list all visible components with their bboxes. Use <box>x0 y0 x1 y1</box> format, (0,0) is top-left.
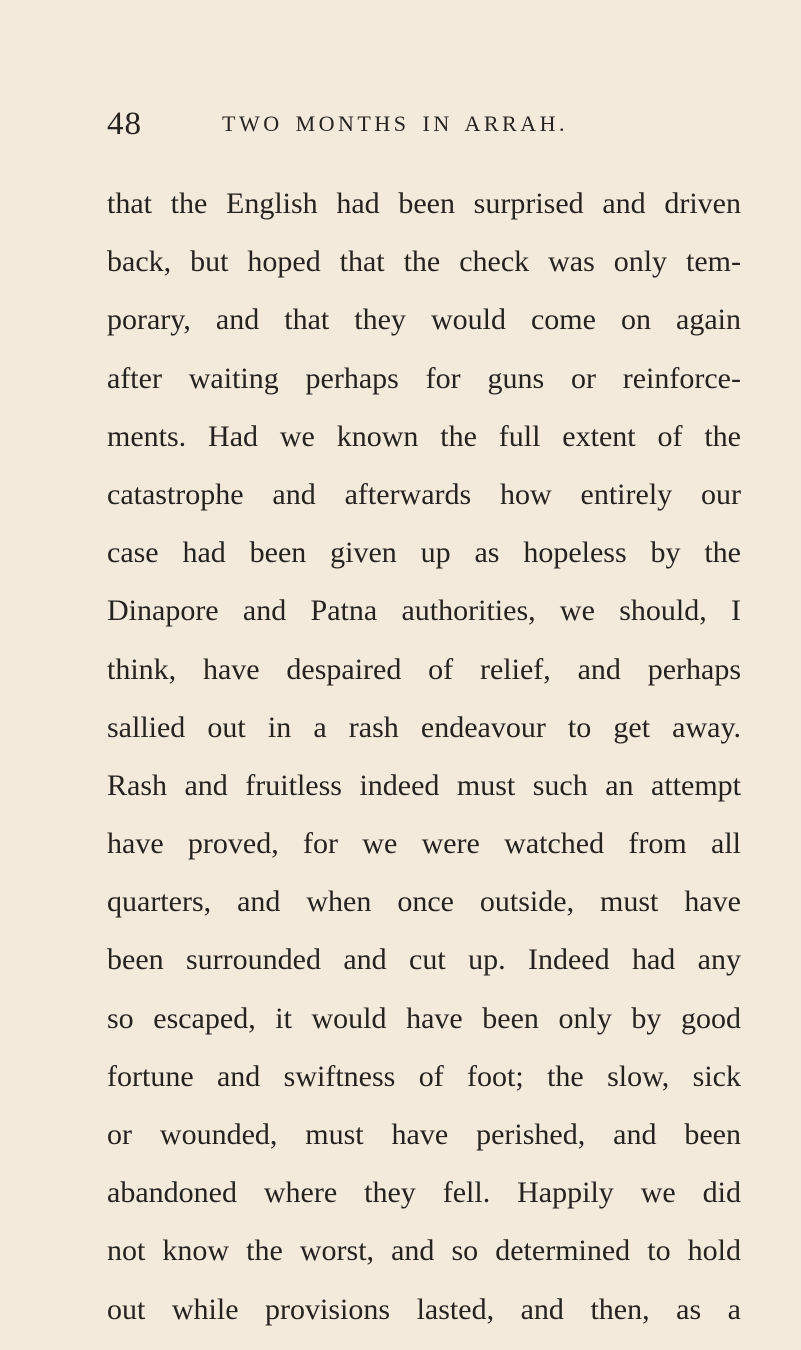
text-line: think, have despaired of relief, and perhaps <box>107 652 741 686</box>
page-header <box>107 104 747 144</box>
text-line: have proved, for we were watched from all <box>107 827 741 861</box>
text-line: case had been given up as hopeless by the <box>107 536 741 570</box>
text-line: Dinapore and Patna authorities, we should, I <box>107 594 741 628</box>
text-line: so escaped, it would have been only by good <box>107 1001 741 1035</box>
page-number: 48 <box>107 106 142 142</box>
text-line: ments. Had we known the full extent of the <box>107 419 741 453</box>
text-line: fortune and swiftness of foot; the slow, sick <box>107 1059 741 1093</box>
text-line: after waiting perhaps for guns or reinforce- <box>107 361 741 395</box>
text-line: not know the worst, and so determined to hold <box>107 1234 741 1268</box>
body-text <box>107 175 741 1339</box>
text-line: out while provisions lasted, and then, as a <box>107 1292 741 1326</box>
text-line: sallied out in a rash endeavour to get away. <box>107 710 741 744</box>
text-line: or wounded, must have perished, and been <box>107 1118 741 1151</box>
text-line: abandoned where they fell. Happily we did <box>107 1176 741 1210</box>
text-line: porary, and that they would come on again <box>107 303 741 337</box>
text-line: catastrophe and afterwards how entirely our <box>107 477 741 511</box>
text-line: quarters, and when once outside, must have <box>107 885 741 919</box>
text-line: been surrounded and cut up. Indeed had any <box>107 943 741 977</box>
text-line: Rash and fruitless indeed must such an attempt <box>107 768 741 802</box>
running-title: TWO MONTHS IN ARRAH. <box>222 111 568 136</box>
text-line: back, but hoped that the check was only tem- <box>107 245 741 279</box>
text-line: that the English had been surprised and driven <box>107 187 741 220</box>
